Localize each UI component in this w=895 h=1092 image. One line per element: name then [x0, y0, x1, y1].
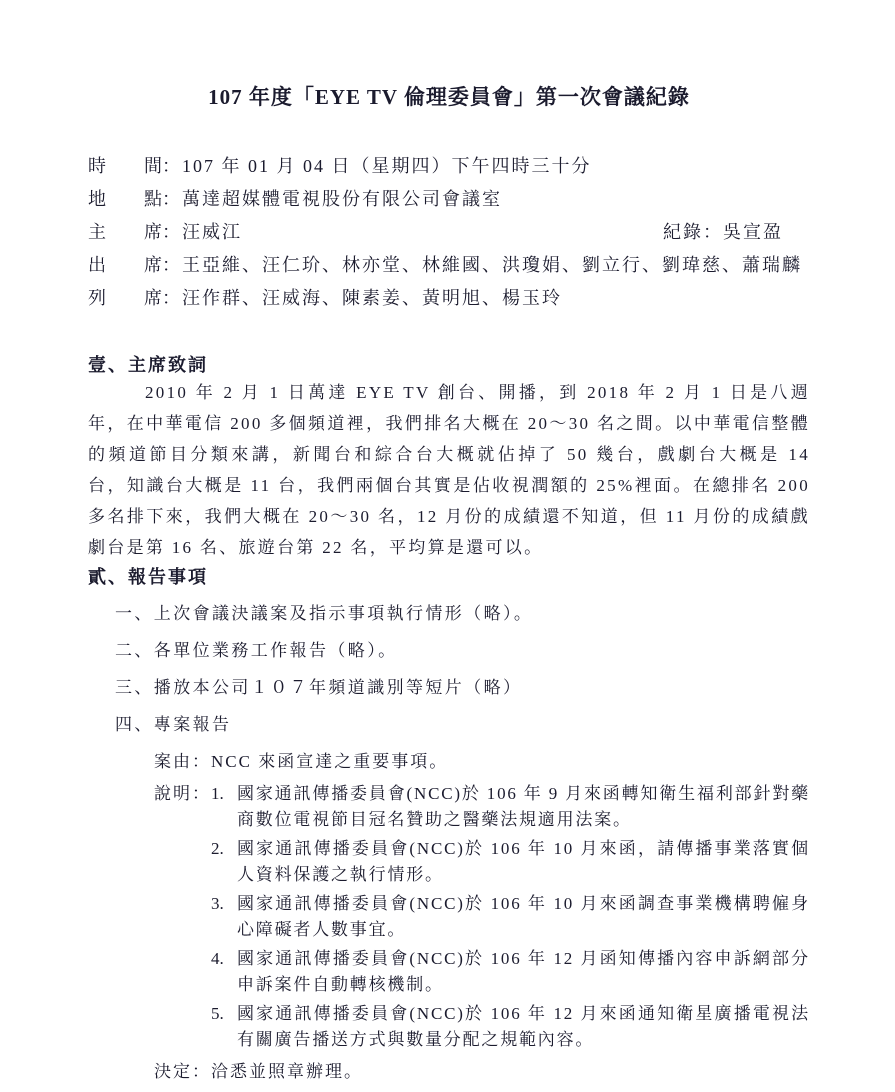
case-value: NCC 來函宣達之重要事項。: [211, 752, 449, 771]
report-item-2: 二、各單位業務工作報告（略）。: [115, 641, 398, 660]
meta-label-char: 點: [144, 189, 162, 209]
explanation-item-text: 國家通訊傳播委員會(NCC)於 106 年 12 月來函通知衛星廣播電視法有關廣告播送方式與數量分配之規範內容。: [237, 1004, 810, 1049]
meta-value-time: 107 年 01 月 04 日（星期四）下午四時三十分: [182, 156, 592, 176]
explanation-item-5: [211, 1001, 810, 1053]
report-item-3: 三、播放本公司１０７年頻道識別等短片（略）: [115, 678, 523, 697]
meta-label-char: 地: [88, 189, 106, 209]
explanation-item-2: [211, 836, 810, 888]
explanation-item-number: 5.: [211, 1004, 224, 1023]
explanation-block: [154, 781, 810, 1056]
meta-value-location: 萬達超媒體電視股份有限公司會議室: [182, 189, 502, 209]
page-title: 107 年度「EYE TV 倫理委員會」第一次會議紀錄: [208, 85, 690, 109]
meta-label-char: 時: [88, 156, 106, 176]
report-items-list: [88, 602, 810, 737]
meta-colon: ：: [162, 156, 182, 176]
explanation-items: [211, 781, 810, 1056]
opening-remarks-paragraph: 2010 年 2 月 1 日萬達 EYE TV 創台、開播，到 2018 年 2 月 1 日是八週年，在中華電信 200 多個頻道裡，我們排名大概在 20～30 名之間。以中華電信整體的頻道節目分類來講，新聞台和綜合台大概就佔掉了 50 幾台，戲劇台大概是 14 台，知識台大概是 11 台，我們兩個台其實是佔收視潤額的 25%裡面。在總排名 200 多名排下來，我們大概在 20～30 名，12 月份的成績還不知道，但 11 月份的成績戲劇台是第 16 名、旅遊台第 22 名，平均算是還可以。: [88, 383, 810, 557]
meta-value-observers: 汪作群、汪威海、陳素姜、黃明旭、楊玉玲: [182, 288, 562, 308]
meta-row-time: [88, 154, 810, 179]
decision-label: 決定：: [154, 1062, 211, 1081]
meta-row-chairperson: [88, 220, 810, 245]
meta-label-observers: [88, 286, 162, 311]
report-item-4: 四、專案報告: [115, 715, 232, 734]
meta-label-location: [88, 187, 162, 212]
meta-row-observers: [88, 286, 810, 311]
meta-label-chairperson: [88, 220, 162, 245]
explanation-item-number: 3.: [211, 894, 224, 913]
meta-label-attendees: [88, 253, 162, 278]
explanation-item-text: 國家通訊傳播委員會(NCC)於 106 年 10 月來函，請傳播事業落實個人資料保護之執行情形。: [237, 839, 810, 884]
recorder-field: 紀錄：吳宣盈: [663, 222, 783, 242]
explanation-item-1: [211, 781, 810, 833]
meta-label-time: [88, 154, 162, 179]
explanation-label: 說明：: [154, 784, 211, 803]
meta-value-chairperson: 汪威江: [182, 222, 242, 242]
explanation-item-text: 國家通訊傳播委員會(NCC)於 106 年 10 月來函調查事業機構聘僱身心障礙者人數事宜。: [237, 894, 810, 939]
meta-label-char: 列: [88, 288, 106, 308]
meta-colon: ：: [162, 288, 182, 308]
meta-label-char: 席: [144, 222, 162, 242]
section-opening-remarks: [88, 353, 810, 563]
decision-value: 洽悉並照章辦理。: [211, 1062, 363, 1081]
meta-row-attendees: [88, 253, 810, 278]
section-report-items: [88, 565, 810, 1084]
explanation-item-3: [211, 891, 810, 943]
meta-row-location: [88, 187, 810, 212]
explanation-item-number: 1.: [211, 784, 224, 803]
case-label: 案由：: [154, 752, 211, 771]
meta-colon: ：: [162, 189, 182, 209]
meta-colon: ：: [162, 222, 182, 242]
case-row: [154, 750, 810, 774]
explanation-item-number: 4.: [211, 949, 224, 968]
meta-label-char: 主: [88, 222, 106, 242]
meta-colon: ：: [162, 255, 182, 275]
section-heading-report-items: 貳、報告事項: [88, 567, 208, 587]
explanation-item-text: 國家通訊傳播委員會(NCC)於 106 年 9 月來函轉知衛生福利部針對藥商數位電視節目冠名贊助之醫藥法規適用法案。: [237, 784, 810, 829]
meta-value-attendees: 王亞維、汪仁玠、林亦堂、林維國、洪瓊娟、劉立行、劉瑋慈、蕭瑞麟: [182, 255, 802, 275]
section-heading-opening-remarks: 壹、主席致詞: [88, 355, 208, 375]
report-item-1: 一、上次會議決議案及指示事項執行情形（略）。: [115, 604, 534, 623]
meta-label-char: 席: [144, 255, 162, 275]
meta-label-char: 席: [144, 288, 162, 308]
meta-block: [88, 154, 810, 311]
meta-label-char: 間: [144, 156, 162, 176]
explanation-item-4: [211, 946, 810, 998]
explanation-item-number: 2.: [211, 839, 224, 858]
meta-label-char: 出: [88, 255, 106, 275]
decision-row: [154, 1060, 810, 1084]
explanation-item-text: 國家通訊傳播委員會(NCC)於 106 年 12 月函知傳播內容申訴網部分申訴案件自動轉核機制。: [237, 949, 810, 994]
